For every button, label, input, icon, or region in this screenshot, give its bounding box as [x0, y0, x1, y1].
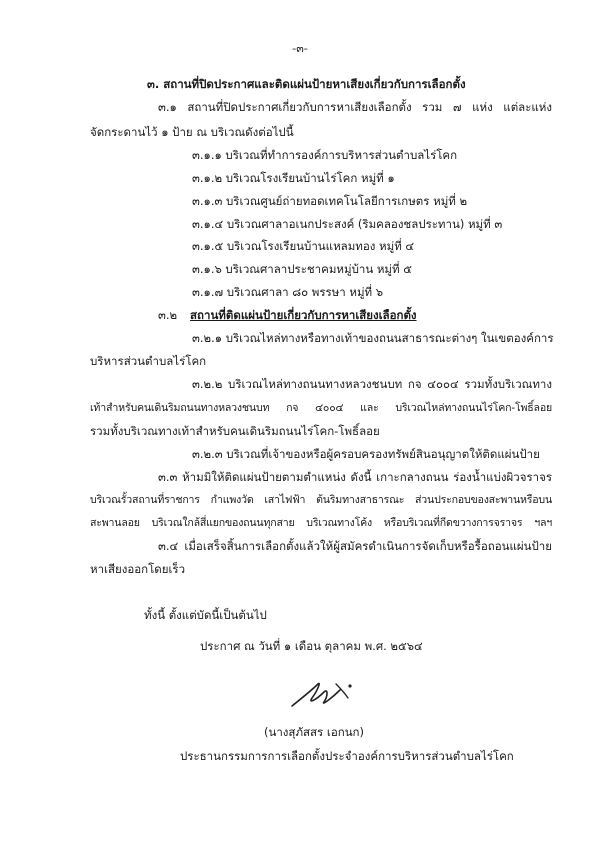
paragraph-3-2-1-line-2: บริหารส่วนตำบลไร่โคก	[90, 354, 207, 368]
paragraph-3-2-2-line-3: รวมทั้งบริเวณทางเท้าสำหรับคนเดินริมถนนไร่โคก-โพธิ์ลอย	[90, 424, 380, 438]
paragraph-3-2-2-line-1: ๓.๒.๒ บริเวณไหล่ทางถนนทางหลวงชนบท กจ ๔๐๐๔ รวมทั้งบริเวณทาง	[192, 377, 552, 391]
paragraph-3-3-line-3: สะพานลอย บริเวณใกล้สี่แยกของถนนทุกสาย บริเวณทางโค้ง หรือบริเวณที่กีดขวางการจราจร ฯลฯ	[90, 517, 552, 529]
paragraph-3-3-line-1: ๓.๓ ห้ามมิให้ติดแผ่นป้ายตามตำแหน่ง ดังนี้ เกาะกลางถนน ร่องน้ำแบ่งผิวจราจร	[158, 470, 552, 484]
paragraph-3-2-3: ๓.๒.๓ บริเวณที่เจ้าของหรือผู้ครอบครองทรัพย์สินอนุญาตให้ติดแผ่นป้าย	[192, 447, 540, 461]
list-item-3-1-7: ๓.๑.๗ บริเวณศาลา ๘๐ พรรษา หมู่ที่ ๖	[192, 285, 384, 299]
paragraph-3-1-line-1: ๓.๑ สถานที่ปิดประกาศเกี่ยวกับการหาเสียงเลือกตั้ง รวม ๗ แห่ง แต่ละแห่ง	[158, 100, 552, 114]
list-item-3-1-4: ๓.๑.๔ บริเวณศาลาอเนกประสงค์ (ริมคลองชลประทาน) หมู่ที่ ๓	[192, 217, 503, 231]
list-item-3-1-3: ๓.๑.๓ บริเวณศูนย์ถ่ายทอดเทคโนโลยีการเกษตร หมู่ที่ ๒	[192, 194, 468, 208]
list-item-3-1-6: ๓.๑.๖ บริเวณศาลาประชาคมหมู่บ้าน หมู่ที่ ๕	[192, 262, 412, 276]
signatory-position: ประธานกรรมการการเลือกตั้งประจำองค์การบริหารส่วนตำบลไร่โคก	[180, 749, 514, 763]
paragraph-3-1-line-2: จัดกระดานไว้ ๑ ป้าย ณ บริเวณดังต่อไปนี้	[90, 125, 294, 139]
list-item-3-1-5: ๓.๑.๕ บริเวณโรงเรียนบ้านแหลมทอง หมู่ที่ ๔	[192, 239, 415, 253]
paragraph-3-4-line-2: หาเสียงออกโดยเร็ว	[90, 562, 186, 576]
paragraph-3-2-title: สถานที่ติดแผ่นป้ายเกี่ยวกับการหาเสียงเลือกตั้ง	[190, 308, 417, 322]
page-number: -๓-	[292, 42, 308, 55]
effective-statement: ทั้งนี้ ตั้งแต่บัดนี้เป็นต้นไป	[144, 608, 267, 622]
list-item-3-1-1: ๓.๑.๑ บริเวณที่ทำการองค์การบริหารส่วนตำบลไร่โคก	[192, 148, 458, 162]
paragraph-3-2-2-line-2: เท้าสำหรับคนเดินริมถนนทางหลวงชนบท กจ ๔๐๐๔ และ บริเวณไหล่ทางถนนไร่โคก-โพธิ์ลอย	[90, 402, 552, 414]
signature-image	[288, 676, 358, 714]
paragraph-3-2-number: ๓.๒	[158, 308, 178, 322]
announcement-date: ประกาศ ณ วันที่ ๑ เดือน ตุลาคม พ.ศ. ๒๕๖๔	[200, 639, 423, 653]
section-3-heading: ๓. สถานที่ปิดประกาศและติดแผ่นป้ายหาเสียงเกี่ยวกับการเลือกตั้ง	[147, 77, 466, 91]
paragraph-3-4-line-1: ๓.๔ เมื่อเสร็จสิ้นการเลือกตั้งแล้วให้ผู้สมัครดำเนินการจัดเก็บหรือรื้อถอนแผ่นป้าย	[158, 539, 552, 553]
paragraph-3-3-line-2: บริเวณรั้วสถานที่ราชการ กำแพงวัด เสาไฟฟ้า ต้นริมทางสาธารณะ ส่วนประกอบของสะพานหรือบน	[90, 494, 552, 506]
signatory-name: (นางสุภัสสร เอกนก)	[264, 725, 365, 739]
list-item-3-1-2: ๓.๑.๒ บริเวณโรงเรียนบ้านไร่โคก หมู่ที่ ๑	[192, 171, 395, 185]
paragraph-3-2-1-line-1: ๓.๒.๑ บริเวณไหล่ทางหรือทางเท้าของถนนสาธารณะต่างๆ ในเขตองค์การ	[192, 331, 554, 345]
